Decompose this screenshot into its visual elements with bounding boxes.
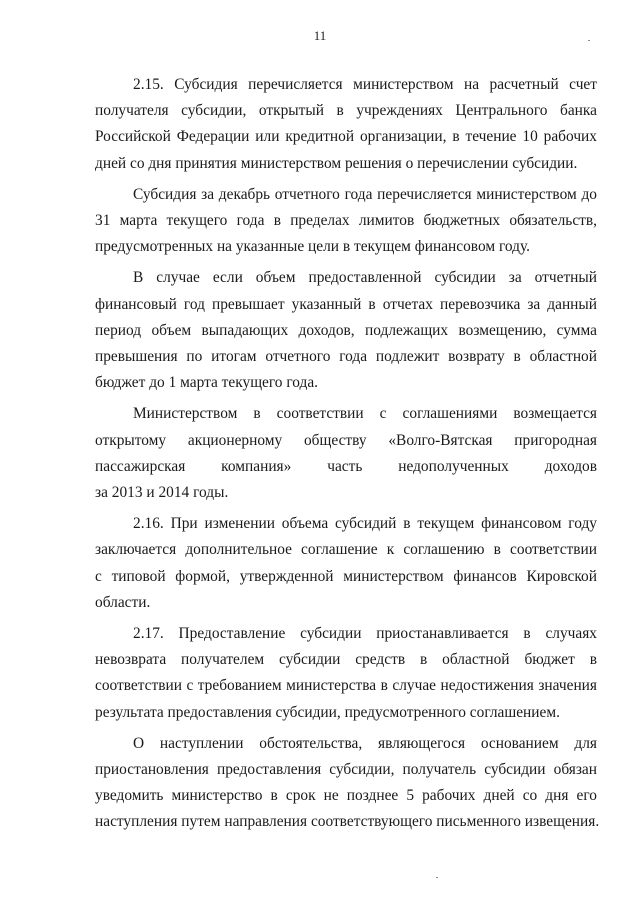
- paragraph-2-15: [95, 72, 597, 177]
- paragraph-compensation: [95, 401, 597, 506]
- text-line: уведомить министерство в срок не позднее 5 рабочих дней со дня его: [95, 787, 597, 805]
- document-body: [95, 72, 600, 841]
- paragraph-notification: [95, 731, 600, 836]
- text-line: результата предоставления субсидии, предусмотренного соглашением.: [95, 703, 560, 721]
- text-line: О наступлении обстоятельства, являющегося основанием для: [133, 734, 597, 752]
- text-line: получателя субсидии, открытый в учреждениях Центрального банка: [95, 102, 597, 120]
- text-line: предусмотренных на указанные цели в текущем финансовом году.: [95, 238, 530, 256]
- text-line: с типовой формой, утвержденной министерством финансов Кировской: [95, 567, 597, 585]
- text-line: Субсидия за декабрь отчетного года перечисляется министерством до: [133, 185, 597, 203]
- text-line: наступления путем направления соответствующего письменного извещения.: [95, 813, 600, 831]
- text-line: 2.15. Субсидия перечисляется министерством на расчетный счет: [133, 76, 597, 93]
- paragraph-2-17: [95, 621, 597, 726]
- text-line: дней со дня принятия министерством решения о перечислении субсидии.: [95, 154, 578, 172]
- text-line: В случае если объем предоставленной субсидии за отчетный: [133, 269, 597, 287]
- page-number: 11: [313, 28, 327, 43]
- text-line: области.: [95, 593, 151, 611]
- paragraph-excess-return: [95, 265, 597, 396]
- paragraph-december-subsidy: [95, 182, 597, 261]
- text-line: финансовый год превышает указанный в отчетах перевозчика за данный: [95, 295, 597, 313]
- text-line: Министерством в соответствии с соглашениями возмещается: [133, 405, 597, 423]
- text-line: невозврата получателем субсидии средств в областной бюджет в: [95, 651, 597, 669]
- text-line: 31 марта текущего года в пределах лимитов бюджетных обязательств,: [95, 212, 597, 230]
- text-line: период объем выпадающих доходов, подлежащих возмещению, сумма: [95, 321, 597, 339]
- text-line: бюджет до 1 марта текущего года.: [95, 374, 319, 392]
- text-line: пассажирская компания» часть недополученных доходов: [95, 457, 597, 475]
- text-line: за 2013 и 2014 годы.: [95, 484, 229, 502]
- scan-speck: [588, 40, 590, 41]
- text-line: превышения по итогам отчетного года подлежит возврату в областной: [95, 348, 597, 366]
- text-line: Российской Федерации или кредитной организации, в течение 10 рабочих: [95, 128, 597, 146]
- text-line: заключается дополнительное соглашение к соглашению в соответствии: [95, 541, 597, 559]
- paragraph-2-16: [95, 511, 597, 616]
- text-line: открытому акционерному обществу «Волго-Вятская пригородная: [95, 431, 597, 449]
- text-line: 2.16. При изменении объема субсидий в текущем финансовом году: [133, 515, 597, 533]
- scan-speck: [436, 877, 438, 878]
- text-line: соответствии с требованием министерства в случае недостижения значения: [95, 677, 597, 695]
- text-line: приостановления предоставления субсидии, получатель субсидии обязан: [95, 761, 597, 779]
- text-line: 2.17. Предоставление субсидии приостанавливается в случаях: [133, 625, 597, 643]
